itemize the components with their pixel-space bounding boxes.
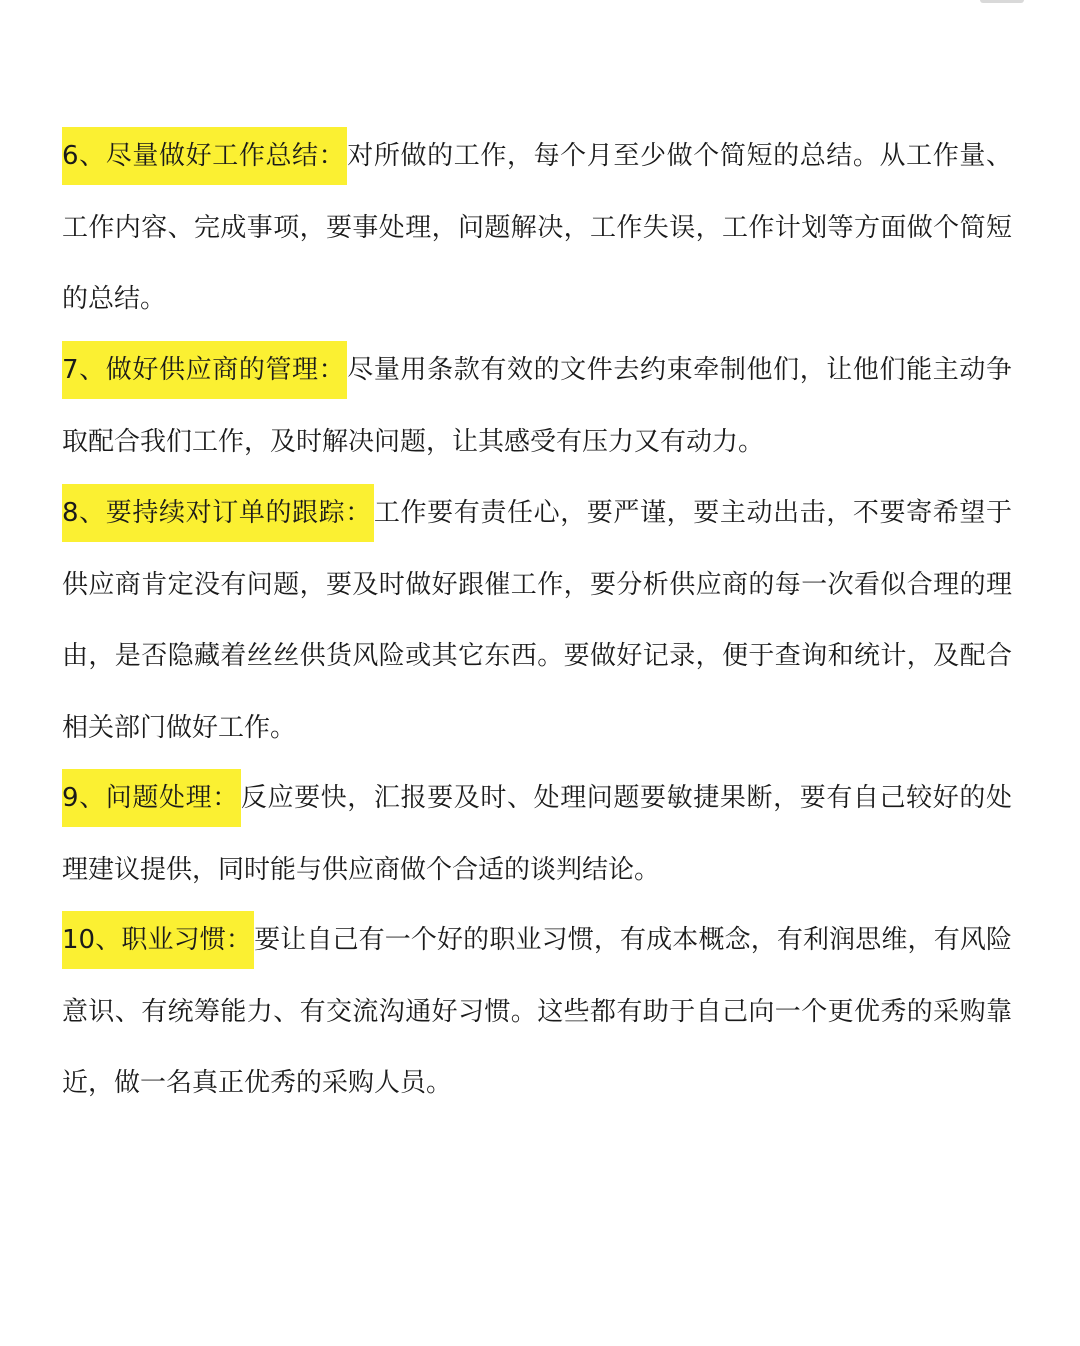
item-9-heading: 9、问题处理： xyxy=(62,769,241,827)
item-7-body: 尽量用条款有效的文件去约束牵制他们，让他们能主动争取配合我们工作，及时解决问题，让其感受有压力又有动力。 xyxy=(62,355,1012,457)
item-10-body: 要让自己有一个好的职业习惯，有成本概念，有利润思维，有风险意识、有统筹能力、有交流沟通好习惯。这些都有助于自己向一个更优秀的采购靠近，做一名真正优秀的采购人员。 xyxy=(62,925,1012,1098)
corner-mark xyxy=(980,0,1024,3)
item-8-heading: 8、要持续对订单的跟踪： xyxy=(62,484,374,542)
item-10-heading: 10、职业习惯： xyxy=(62,911,254,969)
item-6-body: 对所做的工作，每个月至少做个简短的总结。从工作量、工作内容、完成事项，要事处理，问题解决，工作失误，工作计划等方面做个简短的总结。 xyxy=(62,141,1012,314)
item-7-heading: 7、做好供应商的管理： xyxy=(62,341,347,399)
item-10 xyxy=(62,905,1012,1120)
item-9 xyxy=(62,763,1012,906)
item-8 xyxy=(62,478,1012,764)
item-9-body: 反应要快，汇报要及时、处理问题要敏捷果断，要有自己较好的处理建议提供，同时能与供应商做个合适的谈判结论。 xyxy=(62,783,1012,885)
item-6-heading: 6、尽量做好工作总结： xyxy=(62,127,347,185)
item-8-body: 工作要有责任心，要严谨，要主动出击，不要寄希望于供应商肯定没有问题，要及时做好跟催工作，要分析供应商的每一次看似合理的理由，是否隐藏着丝丝供货风险或其它东西。要做好记录，便于查询和统计，及配合相关部门做好工作。 xyxy=(62,498,1012,743)
item-6 xyxy=(62,121,1012,336)
item-7 xyxy=(62,335,1012,478)
